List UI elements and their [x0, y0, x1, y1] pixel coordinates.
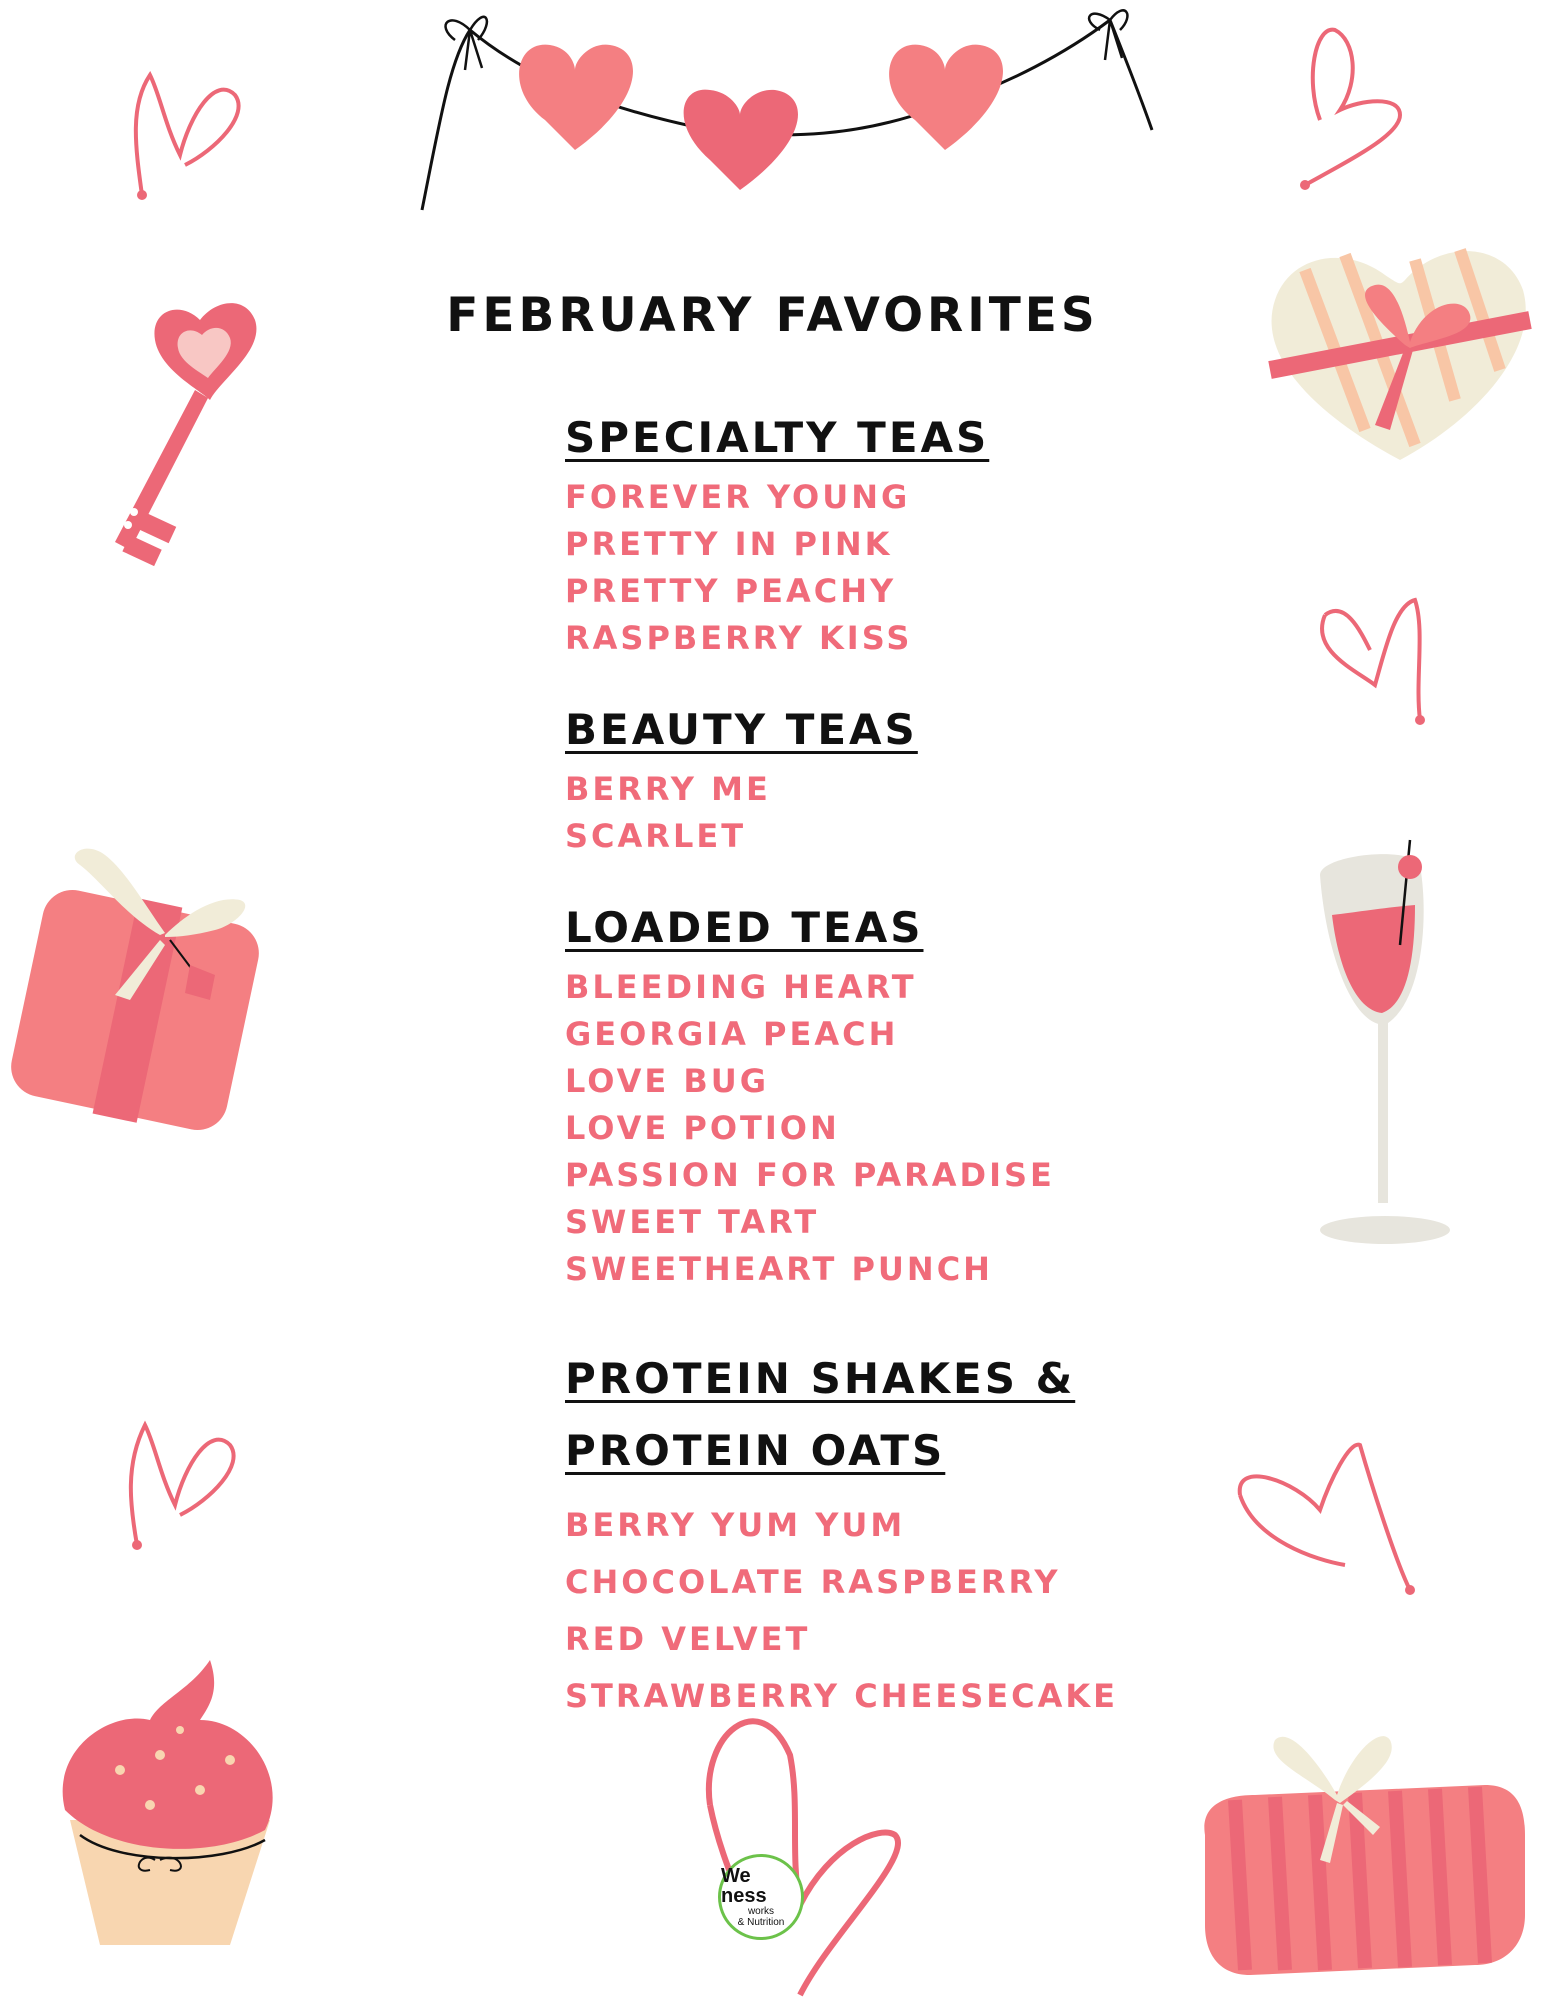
gift-box-icon — [5, 825, 265, 1130]
section-heading: PROTEIN SHAKES & — [565, 1354, 1076, 1403]
section-beauty-teas — [565, 702, 1185, 860]
page-title: FEBRUARY FAVORITES — [446, 288, 1099, 343]
section-specialty-teas — [565, 410, 1185, 662]
scribble-heart-icon — [120, 1405, 250, 1555]
menu-item: PRETTY IN PINK — [565, 525, 893, 563]
scribble-heart-icon — [680, 1695, 920, 2000]
logo-subtext: & Nutrition — [737, 1917, 785, 1928]
menu-item: FOREVER YOUNG — [565, 478, 911, 516]
section-loaded-teas — [565, 900, 1185, 1293]
champagne-glass-icon — [1310, 835, 1470, 1255]
menu-item: RASPBERRY KISS — [565, 619, 913, 657]
logo-text: We ness — [721, 1865, 767, 1907]
section-heading: LOADED TEAS — [565, 903, 924, 952]
section-heading: PROTEIN OATS — [565, 1426, 946, 1475]
section-protein — [565, 1343, 1185, 1725]
menu-item: STRAWBERRY CHEESECAKE — [565, 1677, 1119, 1715]
menu-item: SCARLET — [565, 817, 747, 855]
menu-item: BLEEDING HEART — [565, 968, 917, 1006]
menu-list — [565, 410, 1185, 1725]
menu-item: BERRY YUM YUM — [565, 1506, 906, 1544]
menu-item: BERRY ME — [565, 770, 771, 808]
scribble-heart-icon — [1235, 1440, 1425, 1600]
brand-logo — [718, 1854, 804, 1940]
scribble-heart-icon — [1315, 590, 1435, 730]
menu-item: SWEET TART — [565, 1203, 820, 1241]
menu-item: LOVE POTION — [565, 1109, 840, 1147]
heart-garland — [410, 0, 1170, 220]
menu-item: LOVE BUG — [565, 1062, 769, 1100]
heart-gift-box-icon — [1265, 230, 1535, 470]
menu-item: GEORGIA PEACH — [565, 1015, 899, 1053]
scribble-heart-icon — [1280, 20, 1410, 200]
striped-gift-box-icon — [1195, 1715, 1535, 1985]
menu-item: CHOCOLATE RASPBERRY — [565, 1563, 1061, 1601]
logo-subtext: works — [747, 1906, 775, 1917]
menu-item: RED VELVET — [565, 1620, 811, 1658]
section-heading: SPECIALTY TEAS — [565, 413, 990, 462]
menu-item: PASSION FOR PARADISE — [565, 1156, 1055, 1194]
menu-item: SWEETHEART PUNCH — [565, 1250, 993, 1288]
scribble-heart-icon — [125, 55, 245, 205]
menu-item: PRETTY PEACHY — [565, 572, 897, 610]
section-heading: BEAUTY TEAS — [565, 705, 918, 754]
cupcake-icon — [60, 1660, 290, 1960]
